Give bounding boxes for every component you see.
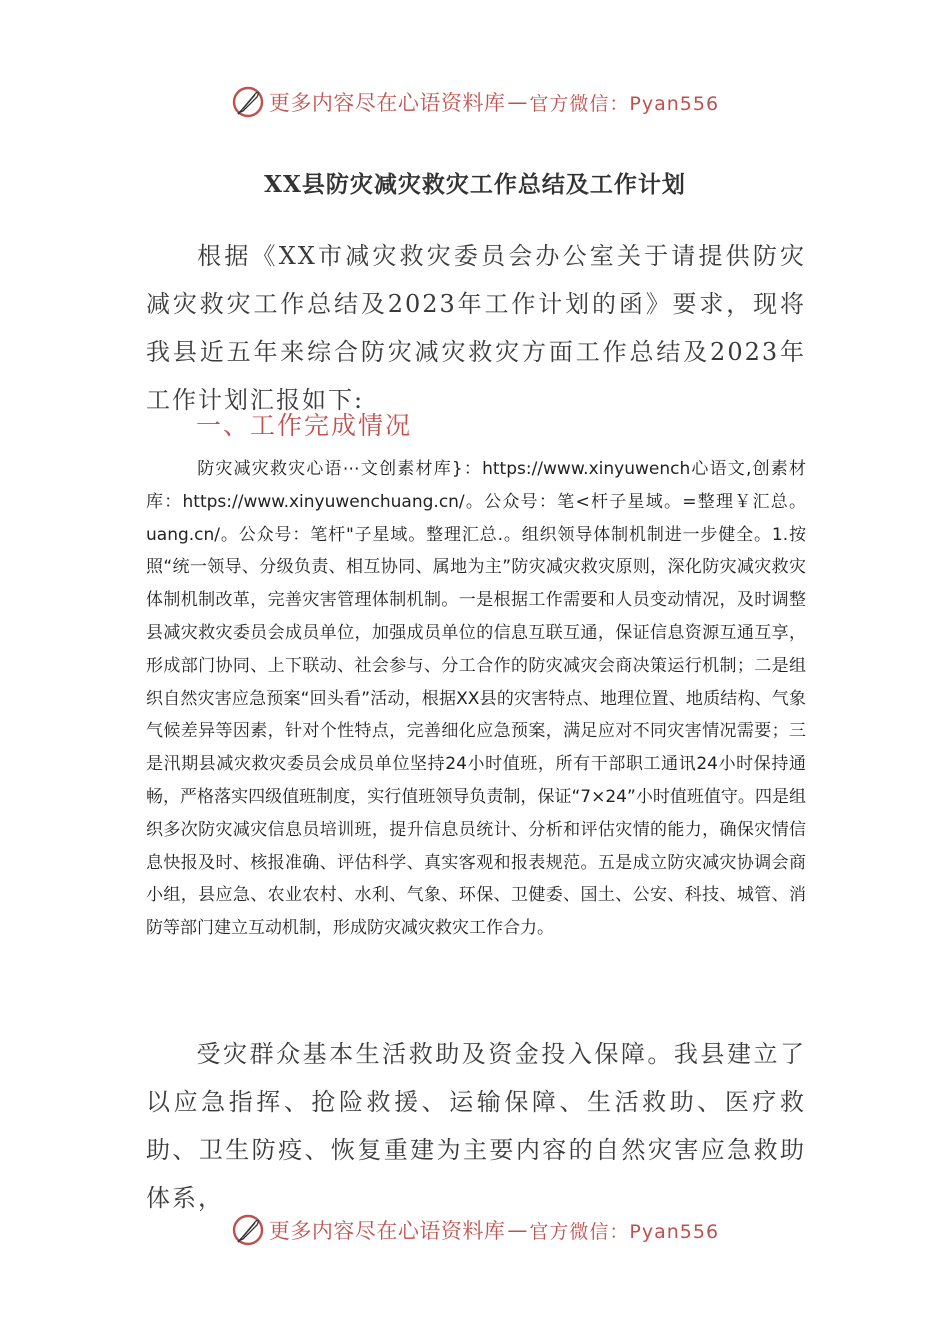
relief-text: 受灾群众基本生活救助及资金投入保障。我县建立了以应急指挥、抢险救援、运输保障、生活救助、医疗救助、卫生防疫、恢复重建为主要内容的自然灾害应急救助体系， [146,1040,806,1212]
banner-main-text: 更多内容尽在心语资料库 [268,91,506,115]
relief-paragraph [146,1030,806,1222]
section-heading: 一、工作完成情况 [196,411,413,440]
banner-main-text: 更多内容尽在心语资料库 [268,1219,506,1243]
banner-separator: — [507,90,528,114]
footer-banner [0,1210,950,1250]
quill-logo-icon [231,85,265,119]
banner-wechat-text: 官方微信：Pyan556 [529,1220,720,1243]
banner-wechat-text: 官方微信：Pyan556 [529,92,720,115]
banner-separator: — [507,1218,528,1242]
intro-text: 根据《XX市减灾救灾委员会办公室关于请提供防灾减灾救灾工作总结及2023年工作计划的函》要求，现将我县近五年来综合防灾减灾救灾方面工作总结及2023年工作计划汇报如下: [146,242,806,414]
quill-logo-icon [231,1213,265,1247]
body-text: 防灾减灾救灾心语⋯文创素材库}：https://www.xinyuwench心语文,创素材库：https://www.xinyuwenchuang.cn/。公众号：笔<杆子星域。=整理￥汇总。uang.cn/。公众号：笔杆"子星域。整理汇总.。组织领导体制机制进一步健全。1.按照“统一领导、分级负责、相互协同、属地为主”防灾减灾救灾原则，深化防灾减灾救灾体制机制改革，完善灾害管理体制机制。一是根据工作需要和人员变动情况，及时调整县减灾救灾委员会成员单位，加强成员单位的信息互联互通，保证信息资源互通互享，形成部门协同、上下联动、社会参与、分工合作的防灾减灾会商决策运行机制；二是组织自然灾害应急预案“回头看”活动，根据XX县的灾害特点、地理位置、地质结构、气象气候差异等因素，针对个性特点，完善细化应急预案，满足应对不同灾害情况需要；三是汛期县减灾救灾委员会成员单位坚持24小时值班，所有干部职工通讯24小时保持通畅，严格落实四级值班制度，实行值班领导负责制，保证“7×24”小时值班值守。四是组织多次防灾减灾信息员培训班，提升信息员统计、分析和评估灾情的能力，确保灾情信息快报及时、核报准确、评估科学、真实客观和报表规范。五是成立防灾减灾协调会商小组，县应急、农业农村、水利、气象、环保、卫健委、国土、公安、科技、城管、消防等部门建立互动机制，形成防灾减灾救灾工作合力。 [146,459,806,939]
document-title: XX县防灾减灾救灾工作总结及工作计划 [264,171,686,198]
header-banner [0,82,950,122]
intro-paragraph [146,232,806,424]
body-paragraph [146,453,806,945]
